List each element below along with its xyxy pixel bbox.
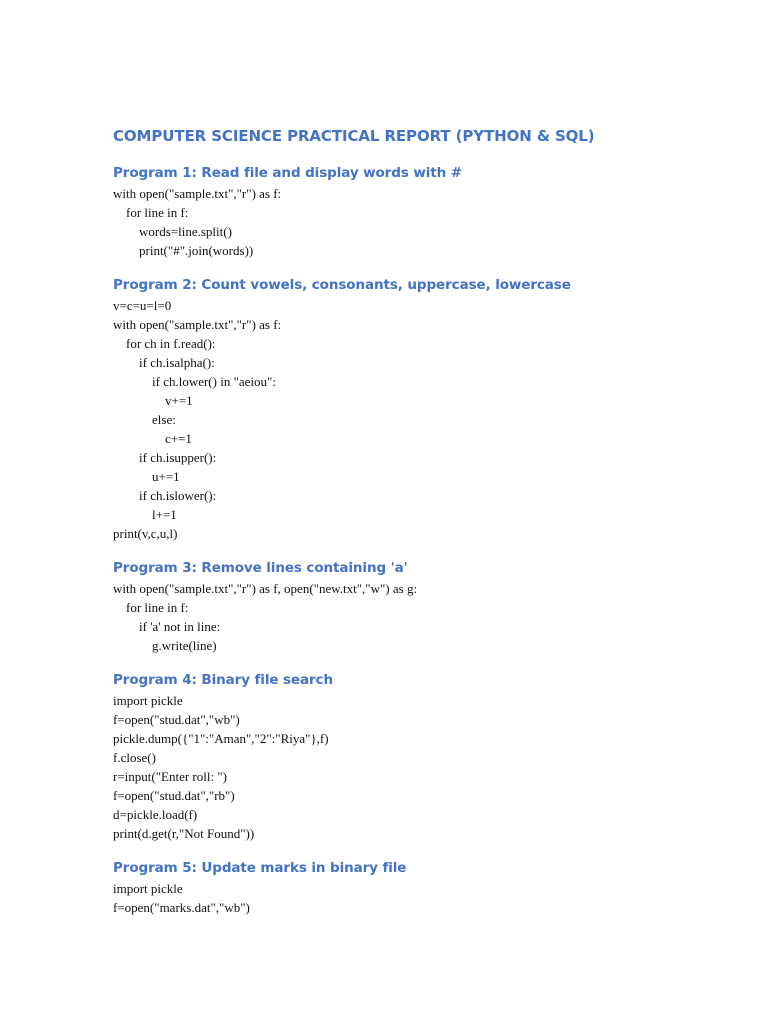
code-line: pickle.dump({"1":"Aman","2":"Riya"},f) bbox=[113, 731, 329, 746]
code-line: for line in f: bbox=[113, 600, 189, 615]
code-line: import pickle bbox=[113, 881, 183, 896]
program-5-code bbox=[113, 879, 713, 917]
program-1-heading: Program 1: Read file and display words with # bbox=[113, 165, 462, 181]
code-line: v=c=u=l=0 bbox=[113, 298, 172, 313]
code-line: l+=1 bbox=[113, 507, 177, 522]
code-line: r=input("Enter roll: ") bbox=[113, 769, 227, 784]
code-line: f=open("stud.dat","rb") bbox=[113, 788, 235, 803]
document-content bbox=[113, 124, 713, 917]
program-2-code bbox=[113, 296, 713, 543]
document-title: COMPUTER SCIENCE PRACTICAL REPORT (PYTHON & SQL) bbox=[113, 127, 595, 145]
code-line: else: bbox=[113, 412, 176, 427]
title-spacer bbox=[113, 148, 713, 162]
code-line: if ch.isupper(): bbox=[113, 450, 217, 465]
code-line: import pickle bbox=[113, 693, 183, 708]
section-spacer bbox=[113, 543, 713, 557]
program-3-code bbox=[113, 579, 713, 655]
code-line: if ch.lower() in "aeiou": bbox=[113, 374, 276, 389]
code-line: with open("sample.txt","r") as f: bbox=[113, 186, 282, 201]
code-line: if ch.isalpha(): bbox=[113, 355, 215, 370]
program-5-heading: Program 5: Update marks in binary file bbox=[113, 860, 407, 876]
program-4-section bbox=[113, 669, 713, 843]
code-line: g.write(line) bbox=[113, 638, 217, 653]
program-5-section bbox=[113, 857, 713, 917]
section-spacer bbox=[113, 655, 713, 669]
program-4-code bbox=[113, 691, 713, 843]
code-line: u+=1 bbox=[113, 469, 180, 484]
code-line: for ch in f.read(): bbox=[113, 336, 216, 351]
program-4-heading: Program 4: Binary file search bbox=[113, 672, 333, 688]
code-line: f=open("stud.dat","wb") bbox=[113, 712, 240, 727]
program-1-section bbox=[113, 162, 713, 260]
code-line: words=line.split() bbox=[113, 224, 232, 239]
code-line: if 'a' not in line: bbox=[113, 619, 221, 634]
code-line: c+=1 bbox=[113, 431, 192, 446]
program-2-heading: Program 2: Count vowels, consonants, uppercase, lowercase bbox=[113, 277, 571, 293]
code-line: with open("sample.txt","r") as f, open("new.txt","w") as g: bbox=[113, 581, 418, 596]
code-line: f.close() bbox=[113, 750, 156, 765]
program-3-heading: Program 3: Remove lines containing 'a' bbox=[113, 560, 408, 576]
code-line: print("#".join(words)) bbox=[113, 243, 254, 258]
code-line: f=open("marks.dat","wb") bbox=[113, 900, 250, 915]
code-line: print(v,c,u,l) bbox=[113, 526, 178, 541]
code-line: with open("sample.txt","r") as f: bbox=[113, 317, 282, 332]
section-spacer bbox=[113, 843, 713, 857]
code-line: v+=1 bbox=[113, 393, 193, 408]
code-line: print(d.get(r,"Not Found")) bbox=[113, 826, 255, 841]
program-1-code bbox=[113, 184, 713, 260]
code-line: d=pickle.load(f) bbox=[113, 807, 198, 822]
section-spacer bbox=[113, 260, 713, 274]
code-line: if ch.islower(): bbox=[113, 488, 217, 503]
program-3-section bbox=[113, 557, 713, 655]
program-2-section bbox=[113, 274, 713, 543]
code-line: for line in f: bbox=[113, 205, 189, 220]
